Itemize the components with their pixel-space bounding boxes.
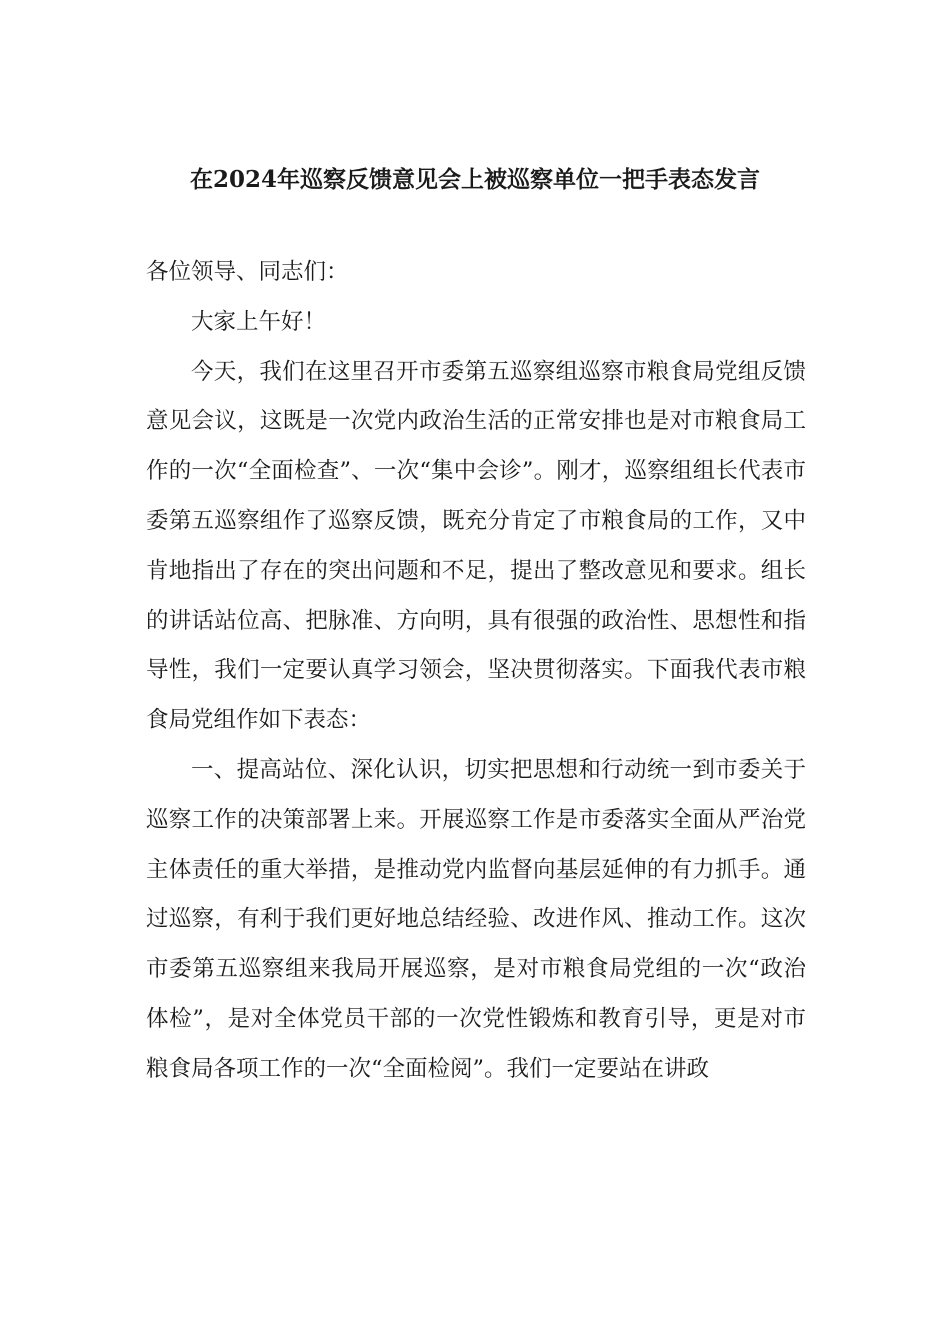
salutation: 各位领导、同志们： xyxy=(146,259,349,285)
paragraph-intro: 今天，我们在这里召开市委第五巡察组巡察市粮食局党组反馈意见会议，这既是一次党内政治生活的正常安排也是对市粮食局工作的一次“全面检查”、一次“集中会诊”。刚才，巡察组组长代表市委第五巡察组作了巡察反馈，既充分肯定了市粮食局的工作，又中肯地指出了存在的突出问题和不足，提出了整改意见和要求。组长的讲话站位高、把脉准、方向明，具有很强的政治性、思想性和指导性，我们一定要认真学习领会，坚决贯彻落实。下面我代表市粮食局党组作如下表态： xyxy=(146,358,806,734)
paragraph-section-one: 一、提高站位、深化认识，切实把思想和行动统一到市委关于巡察工作的决策部署上来。开展巡察工作是市委落实全面从严治党主体责任的重大举措，是推动党内监督向基层延伸的有力抓手。通过巡察，有利于我们更好地总结经验、改进作风、推动工作。这次市委第五巡察组来我局开展巡察，是对市粮食局党组的一次“政治体检”，是对全体党员干部的一次党性锻炼和教育引导，更是对市粮食局各项工作的一次“全面检阅”。我们一定要站在讲政 xyxy=(146,756,806,1082)
greeting: 大家上午好！ xyxy=(191,308,327,335)
document-title: 在2024年巡察反馈意见会上被巡察单位一把手表态发言 xyxy=(189,166,760,193)
document-body xyxy=(146,248,806,1095)
